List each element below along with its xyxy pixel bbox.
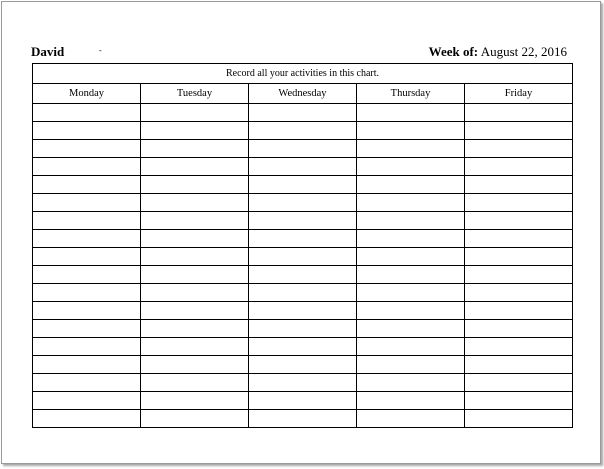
activity-cell[interactable]	[357, 356, 465, 374]
activity-cell[interactable]	[33, 356, 141, 374]
activity-cell[interactable]	[249, 230, 357, 248]
activity-cell[interactable]	[141, 158, 249, 176]
activity-cell[interactable]	[141, 410, 249, 428]
table-row	[33, 392, 573, 410]
activity-cell[interactable]	[141, 140, 249, 158]
activity-cell[interactable]	[249, 374, 357, 392]
day-header-monday: Monday	[33, 84, 141, 104]
activity-cell[interactable]	[465, 284, 573, 302]
activity-cell[interactable]	[141, 248, 249, 266]
activity-cell[interactable]	[357, 122, 465, 140]
activity-cell[interactable]	[249, 410, 357, 428]
activity-cell[interactable]	[357, 230, 465, 248]
table-row	[33, 284, 573, 302]
activity-cell[interactable]	[465, 266, 573, 284]
table-row	[33, 140, 573, 158]
activity-cell[interactable]	[141, 284, 249, 302]
activity-cell[interactable]	[33, 338, 141, 356]
activity-cell[interactable]	[33, 266, 141, 284]
activity-cell[interactable]	[33, 122, 141, 140]
activity-cell[interactable]	[33, 302, 141, 320]
table-row	[33, 248, 573, 266]
name-suffix-mark: -	[99, 46, 102, 55]
activity-cell[interactable]	[249, 212, 357, 230]
activity-cell[interactable]	[249, 320, 357, 338]
table-row	[33, 266, 573, 284]
activity-cell[interactable]	[33, 194, 141, 212]
activity-cell[interactable]	[33, 176, 141, 194]
day-header-thursday: Thursday	[357, 84, 465, 104]
table-row	[33, 302, 573, 320]
day-header-row	[33, 84, 573, 104]
activity-cell[interactable]	[465, 338, 573, 356]
table-row	[33, 410, 573, 428]
activity-cell[interactable]	[33, 392, 141, 410]
activity-cell[interactable]	[357, 194, 465, 212]
activity-cell[interactable]	[465, 122, 573, 140]
activity-cell[interactable]	[465, 140, 573, 158]
activity-cell[interactable]	[357, 410, 465, 428]
activity-cell[interactable]	[357, 392, 465, 410]
activity-cell[interactable]	[141, 392, 249, 410]
activity-cell[interactable]	[357, 374, 465, 392]
worksheet-page	[1, 1, 601, 464]
week-of-label: Week of:	[428, 44, 479, 59]
activity-cell[interactable]	[465, 158, 573, 176]
activity-cell[interactable]	[465, 194, 573, 212]
activity-cell[interactable]	[33, 230, 141, 248]
table-row	[33, 176, 573, 194]
activity-cell[interactable]	[465, 230, 573, 248]
table-row	[33, 158, 573, 176]
activity-cell[interactable]	[141, 320, 249, 338]
activity-cell[interactable]	[357, 104, 465, 122]
table-row	[33, 356, 573, 374]
day-header-friday: Friday	[465, 84, 573, 104]
student-name: David	[31, 44, 65, 59]
activity-cell[interactable]	[465, 104, 573, 122]
activity-cell[interactable]	[465, 392, 573, 410]
activity-cell[interactable]	[465, 248, 573, 266]
activity-chart	[32, 63, 573, 428]
activity-cell[interactable]	[249, 284, 357, 302]
table-row	[33, 194, 573, 212]
activity-cell[interactable]	[465, 374, 573, 392]
activity-cell[interactable]	[141, 356, 249, 374]
activity-cell[interactable]	[357, 266, 465, 284]
activity-cell[interactable]	[141, 230, 249, 248]
activity-cell[interactable]	[33, 284, 141, 302]
activity-cell[interactable]	[141, 374, 249, 392]
day-header-tuesday: Tuesday	[141, 84, 249, 104]
table-row	[33, 320, 573, 338]
activity-cell[interactable]	[357, 338, 465, 356]
week-of-date: August 22, 2016	[480, 44, 567, 59]
activity-cell[interactable]	[357, 320, 465, 338]
activity-cell[interactable]	[357, 302, 465, 320]
activity-cell[interactable]	[141, 266, 249, 284]
activity-cell[interactable]	[249, 302, 357, 320]
activity-cell[interactable]	[249, 248, 357, 266]
table-row	[33, 230, 573, 248]
activity-cell[interactable]	[33, 248, 141, 266]
activity-cell[interactable]	[465, 302, 573, 320]
activity-cell[interactable]	[141, 194, 249, 212]
activity-cell[interactable]	[357, 248, 465, 266]
activity-cell[interactable]	[33, 410, 141, 428]
activity-cell[interactable]	[357, 284, 465, 302]
activity-cell[interactable]	[465, 356, 573, 374]
activity-cell[interactable]	[357, 158, 465, 176]
activity-cell[interactable]	[141, 302, 249, 320]
chart-caption: Record all your activities in this chart.	[33, 64, 573, 84]
activity-cell[interactable]	[141, 122, 249, 140]
activity-cell[interactable]	[249, 356, 357, 374]
activity-cell[interactable]	[465, 176, 573, 194]
activity-cell[interactable]	[465, 410, 573, 428]
activity-cell[interactable]	[357, 140, 465, 158]
activity-cell[interactable]	[465, 320, 573, 338]
activity-cell[interactable]	[249, 338, 357, 356]
activity-cell[interactable]	[249, 176, 357, 194]
day-header-wednesday: Wednesday	[249, 84, 357, 104]
caption-row	[33, 64, 573, 84]
activity-cell[interactable]	[249, 104, 357, 122]
activity-cell[interactable]	[33, 104, 141, 122]
activity-cell[interactable]	[357, 212, 465, 230]
activity-cell[interactable]	[33, 374, 141, 392]
table-row	[33, 104, 573, 122]
activity-cell[interactable]	[141, 212, 249, 230]
table-row	[33, 212, 573, 230]
activity-cell[interactable]	[357, 176, 465, 194]
table-row	[33, 338, 573, 356]
activity-cell[interactable]	[249, 158, 357, 176]
activity-cell[interactable]	[141, 176, 249, 194]
table-row	[33, 374, 573, 392]
week-of	[429, 44, 567, 60]
activity-cell[interactable]	[33, 320, 141, 338]
activity-cell[interactable]	[141, 104, 249, 122]
activity-cell[interactable]	[249, 140, 357, 158]
activity-cell[interactable]	[33, 158, 141, 176]
activity-cell[interactable]	[33, 140, 141, 158]
table-row	[33, 122, 573, 140]
activity-cell[interactable]	[249, 122, 357, 140]
chart-body	[33, 104, 573, 428]
activity-cell[interactable]	[249, 266, 357, 284]
activity-cell[interactable]	[249, 194, 357, 212]
activity-cell[interactable]	[33, 212, 141, 230]
activity-cell[interactable]	[465, 212, 573, 230]
activity-cell[interactable]	[249, 392, 357, 410]
activity-cell[interactable]	[141, 338, 249, 356]
